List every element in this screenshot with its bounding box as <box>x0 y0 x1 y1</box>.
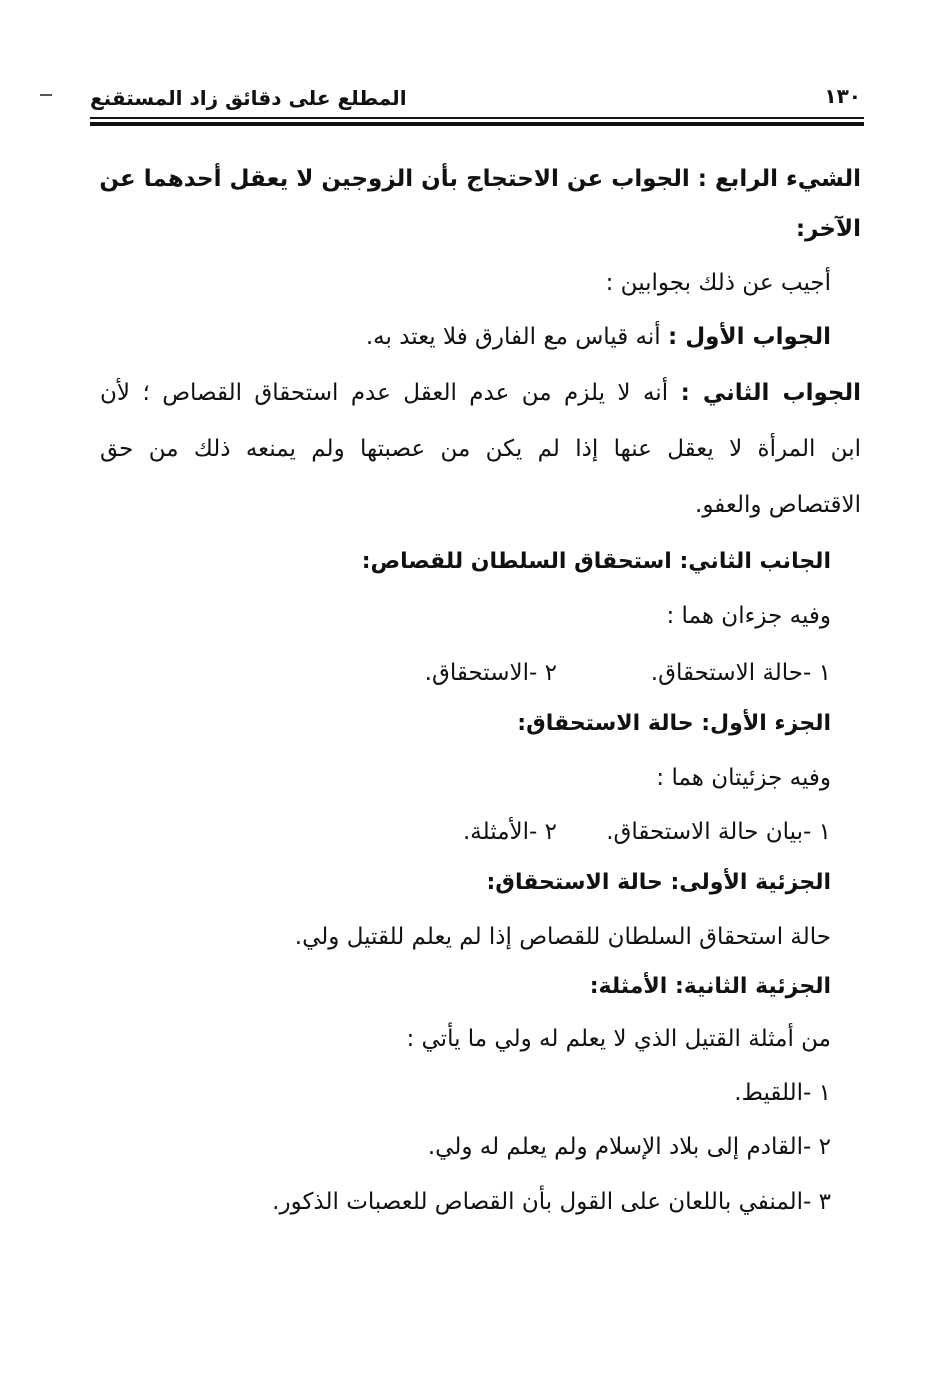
section-heading-first-part: الجزء الأول: حالة الاستحقاق: <box>517 711 831 736</box>
second-answer-label: الجواب الثاني : <box>680 380 861 406</box>
header-rule-thick <box>90 122 864 126</box>
list1-item-2: ٢ -الاستحقاق. <box>424 660 557 686</box>
second-answer-text: أنه لا يلزم من عدم العقل عدم استحقاق القصاص ؛ لأن <box>100 380 669 406</box>
scan-mark <box>40 94 52 96</box>
paragraph-second-answer-line3: الاقتصاص والعفو. <box>695 492 861 518</box>
paragraph-second-answer-line2: ابن المرأة لا يعقل عنها إذا لم يكن من عصبتها ولم يمنعه ذلك من حق <box>100 436 861 462</box>
running-title: المطلع على دقائق زاد المستقنع <box>90 86 407 110</box>
page-number: ١٣٠ <box>824 84 861 108</box>
section-heading-first-subpart: الجزئية الأولى: حالة الاستحقاق: <box>486 870 831 895</box>
section-heading-second-subpart: الجزئية الثانية: الأمثلة: <box>589 974 831 999</box>
list1-item-1: ١ -حالة الاستحقاق. <box>650 660 831 686</box>
list2-item-2: ٢ -الأمثلة. <box>463 819 557 845</box>
section-heading-second-aspect: الجانب الثاني: استحقاق السلطان للقصاص: <box>361 549 831 574</box>
paragraph-examples-intro: من أمثلة القتيل الذي لا يعلم له ولي ما يأتي : <box>406 1026 831 1052</box>
example-item-1: ١ -اللقيط. <box>734 1080 831 1106</box>
paragraph-second-answer-line1 <box>100 378 861 408</box>
first-answer-text: أنه قياس مع الفارق فلا يعتد به. <box>365 324 661 350</box>
paragraph-fourth-point-line2: الآخر: <box>795 216 861 242</box>
first-answer-label: الجواب الأول : <box>668 324 831 350</box>
header-rule-thin <box>90 117 864 119</box>
paragraph-two-subparts: وفيه جزئيتان هما : <box>656 765 831 791</box>
list2-item-1: ١ -بيان حالة الاستحقاق. <box>606 819 831 845</box>
paragraph-entitlement-case: حالة استحقاق السلطان للقصاص إذا لم يعلم للقتيل ولي. <box>294 924 831 950</box>
paragraph-two-parts: وفيه جزءان هما : <box>666 603 831 629</box>
paragraph-first-answer <box>366 322 831 352</box>
paragraph-fourth-point-line1: الشيء الرابع : الجواب عن الاحتجاج بأن الزوجين لا يعقل أحدهما عن <box>99 166 861 192</box>
example-item-3: ٣ -المنفي باللعان على القول بأن القصاص للعصبات الذكور. <box>272 1189 831 1215</box>
example-item-2: ٢ -القادم إلى بلاد الإسلام ولم يعلم له ولي. <box>427 1134 831 1160</box>
paragraph-two-answers: أجيب عن ذلك بجوابين : <box>605 270 831 296</box>
